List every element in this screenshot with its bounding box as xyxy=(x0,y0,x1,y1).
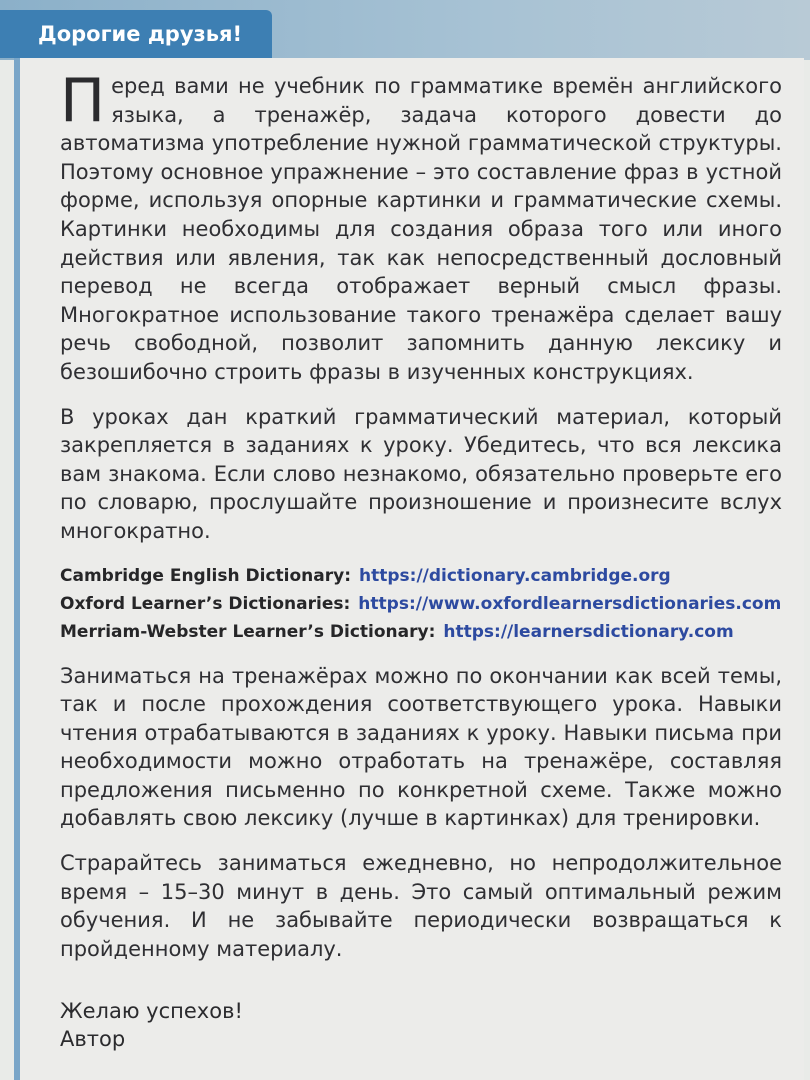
dictionary-name: Merriam-Webster Learner’s Dictionary: xyxy=(60,621,436,642)
dictionary-item xyxy=(60,590,782,618)
author-text: Автор xyxy=(60,1027,126,1052)
drop-cap: П xyxy=(60,66,106,136)
dictionary-link[interactable]: https://www.oxfordlearnersdictionaries.com xyxy=(358,593,782,614)
section-header xyxy=(0,10,272,58)
dictionary-name: Oxford Learner’s Dictionaries: xyxy=(60,593,351,614)
dictionary-link[interactable]: https://dictionary.cambridge.org xyxy=(359,565,671,586)
dictionary-list xyxy=(60,562,782,646)
signoff xyxy=(60,997,782,1053)
content xyxy=(60,66,782,1053)
intro-paragraph xyxy=(60,66,782,387)
trainer-paragraph: Заниматься на тренажёрах можно по окончании как всей темы, так и после прохождения соответствующего урока. Навыки чтения отрабатываются в заданиях к уроку. Навыки письма при необходимости можно отработать на тренажёре, составляя предложения письменно по конкретной схеме. Также можно добавлять свою лексику (лучше в картинках) для тренировки. xyxy=(60,663,782,831)
dictionary-link[interactable]: https://learnersdictionary.com xyxy=(443,621,734,642)
section-title: Дорогие друзья! xyxy=(38,22,243,46)
intro-text: еред вами не учебник по грамматике времён английского языка, а тренажёр, задача которого довести до автоматизма употребление нужной грамматической структуры. Поэтому основное упражнение – это составление фраз в устной форме, используя опорные картинки и грамматические схемы. Картинки необходимы для создания образа того или иного действия или явления, так как непосредственный дословный перевод не всегда отображает верный смысл фразы. Многократное использование такого тренажёра сделает вашу речь свободной, позволит запомнить данную лексику и безошибочно строить фразы в изученных конструкциях. xyxy=(60,74,782,384)
wish-text: Желаю успехов! xyxy=(60,999,243,1024)
dictionary-item xyxy=(60,618,782,646)
lessons-paragraph: В уроках дан краткий грамматический материал, который закрепляется в заданиях к уроку. Убедитесь, что вся лексика вам знакома. Если слово незнакомо, обязательно проверьте его по словарю, прослушайте произношение и произнесите вслух многократно. xyxy=(60,404,782,543)
dictionary-name: Cambridge English Dictionary: xyxy=(60,565,351,586)
dictionary-item xyxy=(60,562,782,590)
practice-paragraph: Страрайтесь заниматься ежедневно, но непродолжительное время – 15–30 минут в день. Это самый оптимальный режим обучения. И не забывайте периодически возвращаться к пройденному материалу. xyxy=(60,851,782,961)
